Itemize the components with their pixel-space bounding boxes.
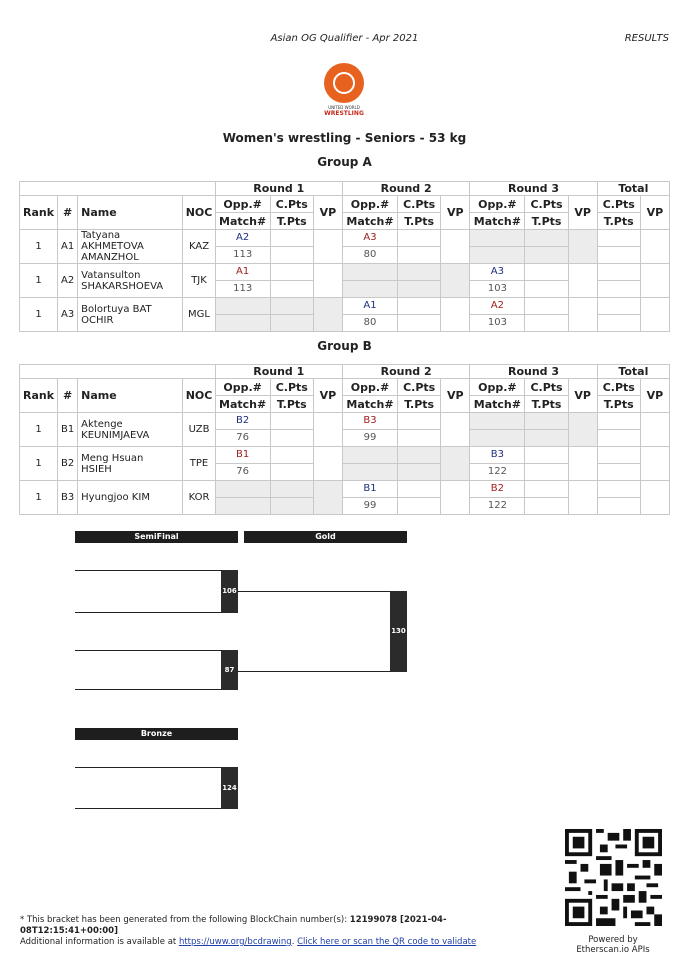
cpts-header: C.Pts [398,379,441,396]
total-vp [640,413,669,447]
r1-opponent: A2 [215,230,270,247]
tpts-header: T.Pts [270,213,313,230]
r1-tpts [270,281,313,298]
total-cpts [597,230,640,247]
total-vp-header: VP [640,379,669,413]
semi1-bottom-line [75,612,221,613]
r1-vp [313,447,342,481]
r3-cpts [525,298,568,315]
gold-match-box: 130 [390,591,407,672]
r2-opponent: B3 [342,413,397,430]
bronze-top-line [75,767,221,768]
powered-by [560,935,666,955]
r2-opponent: A3 [342,230,397,247]
r3-opponent [470,230,525,247]
bcdrawing-link[interactable]: https://uww.org/bcdrawing [178,937,292,947]
total-header: Total [597,365,669,379]
opp-header: Opp.# [342,379,397,396]
cpts-header: C.Pts [525,196,568,213]
r1-match: 76 [215,464,270,481]
wrestler-name: Tatyana AKHMETOVA AMANZHOL [78,230,183,264]
noc-cell: UZB [183,413,215,447]
total-cpts-header: C.Pts [597,196,640,213]
r3-match: 122 [470,498,525,515]
total-tpts [597,315,640,332]
r1-opponent: B1 [215,447,270,464]
rank-header: Rank [20,379,58,413]
total-tpts [597,430,640,447]
table-row [20,264,670,281]
gold-bottom-line [238,671,390,672]
r3-cpts [525,447,568,464]
header-title: Asian OG Qualifier - Apr 2021 [270,33,419,44]
r2-tpts [398,315,441,332]
gold-label: Gold [244,531,407,543]
vp-header: VP [568,379,597,413]
wrestling-logo-icon [324,63,364,103]
vp-header: VP [568,196,597,230]
wrestler-name: Hyungjoo KIM [78,481,183,515]
round2-header: Round 2 [342,182,469,196]
r3-tpts [525,247,568,264]
total-tpts [597,281,640,298]
r3-cpts [525,264,568,281]
noc-cell: KAZ [183,230,215,264]
r2-match: 80 [342,247,397,264]
bronze-bottom-line [75,808,221,809]
r3-tpts [525,498,568,515]
r2-cpts [398,447,441,464]
tpts-header: T.Pts [525,396,568,413]
opp-header: Opp.# [470,196,525,213]
opp-header: Opp.# [470,379,525,396]
r1-tpts [270,315,313,332]
num-header: # [58,379,78,413]
bronze-label: Bronze [75,728,238,740]
r2-cpts [398,298,441,315]
r3-cpts [525,230,568,247]
total-vp [640,230,669,264]
r3-match [470,247,525,264]
r1-match [215,498,270,515]
seed-cell: A1 [58,230,78,264]
match-header: Match# [470,396,525,413]
num-header: # [58,196,78,230]
r1-cpts [270,264,313,281]
total-cpts [597,447,640,464]
cpts-header: C.Pts [398,196,441,213]
r3-vp [568,481,597,515]
r3-match: 103 [470,315,525,332]
group-title-1: Group B [317,339,372,353]
match-header: Match# [215,396,270,413]
group-table-0 [19,181,670,332]
cpts-header: C.Pts [270,196,313,213]
r2-match [342,464,397,481]
table-row [20,481,670,498]
r3-tpts [525,315,568,332]
r2-vp [441,298,470,332]
seed-cell: B2 [58,447,78,481]
rank-cell: 1 [20,481,58,515]
total-cpts-header: C.Pts [597,379,640,396]
r2-tpts [398,247,441,264]
r1-opponent [215,481,270,498]
powered-by-line2: Etherscan.io APIs [576,945,650,955]
noc-cell: KOR [183,481,215,515]
r2-vp [441,481,470,515]
semi2-match-box: 87 [221,650,238,690]
noc-header: NOC [183,379,215,413]
bronze-match-box: 124 [221,767,238,809]
wrestler-name: Aktenge KEUNIMJAEVA [78,413,183,447]
seed-cell: A2 [58,264,78,298]
r2-vp [441,413,470,447]
total-cpts [597,298,640,315]
r1-match: 113 [215,247,270,264]
opp-header: Opp.# [215,379,270,396]
r2-cpts [398,264,441,281]
r2-match: 99 [342,430,397,447]
name-header: Name [78,196,183,230]
cpts-header: C.Pts [525,379,568,396]
group-table-1 [19,364,670,515]
total-vp [640,447,669,481]
r2-vp [441,264,470,298]
noc-cell: TJK [183,264,215,298]
tpts-header: T.Pts [525,213,568,230]
r1-cpts [270,230,313,247]
r2-vp [441,447,470,481]
r1-vp [313,230,342,264]
r2-opponent: A1 [342,298,397,315]
r2-cpts [398,413,441,430]
r1-tpts [270,464,313,481]
total-vp [640,264,669,298]
match-header: Match# [342,396,397,413]
r3-cpts [525,481,568,498]
rank-cell: 1 [20,230,58,264]
footer-blockchain-note [20,915,460,937]
r3-tpts [525,464,568,481]
r1-opponent: B2 [215,413,270,430]
r1-vp [313,298,342,332]
total-vp [640,298,669,332]
r3-opponent [470,413,525,430]
tpts-header: T.Pts [270,396,313,413]
total-header: Total [597,182,669,196]
r1-vp [313,264,342,298]
seed-cell: B1 [58,413,78,447]
event-title: Women's wrestling - Seniors - 53 kg [222,131,467,145]
vp-header: VP [441,379,470,413]
validate-link[interactable]: Click here or scan the QR code to validate [297,937,477,947]
total-tpts-header: T.Pts [597,213,640,230]
r1-tpts [270,498,313,515]
r3-vp [568,413,597,447]
r3-vp [568,230,597,264]
vp-header: VP [313,196,342,230]
tpts-header: T.Pts [398,213,441,230]
rank-cell: 1 [20,413,58,447]
opp-header: Opp.# [215,196,270,213]
total-cpts [597,264,640,281]
semi1-top-line [75,570,221,571]
rank-cell: 1 [20,298,58,332]
total-vp [640,481,669,515]
gold-top-line [238,591,390,592]
r3-opponent: B2 [470,481,525,498]
noc-cell: TPE [183,447,215,481]
r3-vp [568,264,597,298]
noc-cell: MGL [183,298,215,332]
rank-cell: 1 [20,264,58,298]
footer-additional-info: Additional information is available at https://uww.org/bcdrawing. Click here or scan the QR code to validate [20,937,477,947]
total-vp-header: VP [640,196,669,230]
total-cpts [597,413,640,430]
r1-match [215,315,270,332]
total-cpts [597,481,640,498]
wrestler-name: Vatansulton SHAKARSHOEVA [78,264,183,298]
footer-blockchain-number: 12199078 [2021-04-08T12:15:41+00:00] [20,915,447,936]
name-header: Name [78,379,183,413]
total-tpts-header: T.Pts [597,396,640,413]
r2-match: 99 [342,498,397,515]
r2-match [342,281,397,298]
r1-match: 76 [215,430,270,447]
r3-vp [568,298,597,332]
r1-cpts [270,481,313,498]
r1-tpts [270,247,313,264]
round1-header: Round 1 [215,182,342,196]
r3-match [470,430,525,447]
table-row [20,298,670,315]
r3-match: 103 [470,281,525,298]
semifinal-label: SemiFinal [75,531,238,543]
cpts-header: C.Pts [270,379,313,396]
header-results: RESULTS [624,33,669,44]
table-row [20,230,670,247]
semi2-top-line [75,650,221,651]
logo-line2: WRESTLING [324,110,364,117]
r1-match: 113 [215,281,270,298]
r1-opponent: A1 [215,264,270,281]
r2-opponent: B1 [342,481,397,498]
seed-cell: A3 [58,298,78,332]
total-tpts [597,498,640,515]
semi1-match-box: 106 [221,570,238,613]
tpts-header: T.Pts [398,396,441,413]
semi2-bottom-line [75,689,221,690]
r2-vp [441,230,470,264]
group-title-0: Group A [317,155,372,169]
footer-info-text: Additional information is available at [20,937,179,947]
round3-header: Round 3 [470,182,597,196]
wrestler-name: Bolortuya BAT OCHIR [78,298,183,332]
round2-header: Round 2 [342,365,469,379]
r1-vp [313,481,342,515]
r2-tpts [398,464,441,481]
match-header: Match# [470,213,525,230]
r1-opponent [215,298,270,315]
r1-tpts [270,430,313,447]
vp-header: VP [313,379,342,413]
r2-tpts [398,430,441,447]
opp-header: Opp.# [342,196,397,213]
r3-opponent: A2 [470,298,525,315]
table-row [20,413,670,430]
qr-code-icon[interactable] [565,829,662,926]
round1-header: Round 1 [215,365,342,379]
r2-tpts [398,281,441,298]
r2-opponent [342,264,397,281]
powered-by-line1: Powered by [588,935,638,945]
r3-tpts [525,430,568,447]
uww-logo [322,63,366,117]
vp-header: VP [441,196,470,230]
r2-cpts [398,481,441,498]
r3-opponent: B3 [470,447,525,464]
match-header: Match# [215,213,270,230]
r3-tpts [525,281,568,298]
r3-vp [568,447,597,481]
r2-tpts [398,498,441,515]
r1-vp [313,413,342,447]
rank-header: Rank [20,196,58,230]
wrestler-name: Meng Hsuan HSIEH [78,447,183,481]
r2-match: 80 [342,315,397,332]
r3-match: 122 [470,464,525,481]
total-tpts [597,247,640,264]
r3-opponent: A3 [470,264,525,281]
table-row [20,447,670,464]
noc-header: NOC [183,196,215,230]
total-tpts [597,464,640,481]
match-header: Match# [342,213,397,230]
logo-line1: UNITED WORLD [328,105,360,110]
r3-cpts [525,413,568,430]
r1-cpts [270,298,313,315]
round3-header: Round 3 [470,365,597,379]
footer-note-text: * This bracket has been generated from the following BlockChain number(s): [20,915,350,925]
seed-cell: B3 [58,481,78,515]
r2-cpts [398,230,441,247]
r1-cpts [270,413,313,430]
rank-cell: 1 [20,447,58,481]
r2-opponent [342,447,397,464]
r1-cpts [270,447,313,464]
